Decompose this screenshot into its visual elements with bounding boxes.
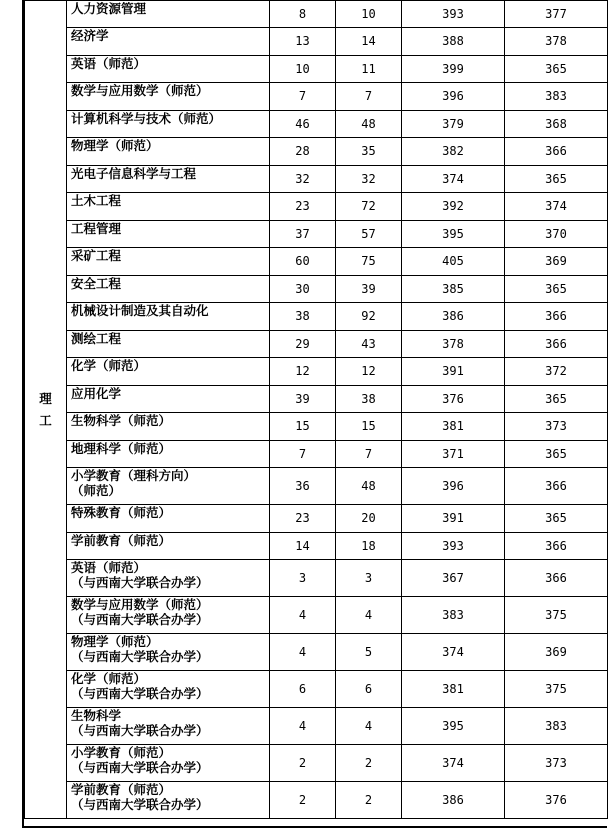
table-row — [25, 303, 608, 331]
value-cell-col-1: 6 — [270, 671, 336, 708]
value-cell-col-4: 377 — [505, 1, 608, 28]
major-name-cell — [67, 634, 270, 671]
value-cell-col-1: 37 — [270, 221, 336, 248]
value-cell-col-1: 3 — [270, 560, 336, 597]
major-name: 采矿工程 — [71, 248, 122, 263]
table-bottom-border — [24, 826, 607, 828]
admission-score-table-section — [24, 0, 607, 826]
table-row — [25, 138, 608, 166]
major-note: （与西南大学联合办学） — [71, 575, 209, 590]
value-cell-col-1: 7 — [270, 83, 336, 111]
value-cell-col-2: 39 — [336, 276, 402, 303]
value-cell-col-1: 30 — [270, 276, 336, 303]
major-name-cell — [67, 745, 270, 782]
value-cell-col-2: 14 — [336, 28, 402, 56]
major-name-cell — [67, 560, 270, 597]
table-row — [25, 634, 608, 671]
major-name-cell — [67, 1, 270, 28]
table-row — [25, 83, 608, 111]
major-name: 工程管理 — [71, 221, 122, 236]
value-cell-col-3: 405 — [402, 248, 505, 276]
table-row — [25, 505, 608, 533]
value-cell-col-4: 375 — [505, 671, 608, 708]
value-cell-col-2: 43 — [336, 331, 402, 358]
major-name-cell — [67, 331, 270, 358]
value-cell-col-4: 366 — [505, 468, 608, 505]
table-row — [25, 166, 608, 193]
table-row — [25, 597, 608, 634]
value-cell-col-1: 32 — [270, 166, 336, 193]
value-cell-col-4: 378 — [505, 28, 608, 56]
value-cell-col-4: 365 — [505, 276, 608, 303]
major-name: 学前教育（师范） — [71, 782, 172, 797]
value-cell-col-1: 12 — [270, 358, 336, 386]
major-name-cell — [67, 221, 270, 248]
table-row — [25, 560, 608, 597]
value-cell-col-1: 4 — [270, 708, 336, 745]
major-name-cell — [67, 413, 270, 441]
major-name: 学前教育（师范） — [71, 533, 172, 548]
major-note: （与西南大学联合办学） — [71, 797, 209, 812]
value-cell-col-1: 7 — [270, 441, 336, 468]
value-cell-col-3: 386 — [402, 303, 505, 331]
value-cell-col-2: 48 — [336, 468, 402, 505]
value-cell-col-4: 368 — [505, 111, 608, 138]
value-cell-col-1: 8 — [270, 1, 336, 28]
table-row — [25, 745, 608, 782]
value-cell-col-1: 46 — [270, 111, 336, 138]
value-cell-col-4: 365 — [505, 56, 608, 83]
major-name-cell — [67, 671, 270, 708]
major-name-cell — [67, 533, 270, 560]
value-cell-col-2: 75 — [336, 248, 402, 276]
major-note: （与西南大学联合办学） — [71, 612, 209, 627]
value-cell-col-3: 378 — [402, 331, 505, 358]
major-name-cell — [67, 441, 270, 468]
major-name: 应用化学 — [71, 386, 122, 401]
category-label: 理工 — [39, 390, 52, 428]
value-cell-col-2: 38 — [336, 386, 402, 413]
value-cell-col-3: 385 — [402, 276, 505, 303]
major-name-cell — [67, 597, 270, 634]
value-cell-col-1: 36 — [270, 468, 336, 505]
value-cell-col-4: 373 — [505, 745, 608, 782]
value-cell-col-4: 365 — [505, 441, 608, 468]
value-cell-col-3: 383 — [402, 597, 505, 634]
major-name-cell — [67, 56, 270, 83]
table-row — [25, 248, 608, 276]
table-row — [25, 276, 608, 303]
value-cell-col-3: 393 — [402, 533, 505, 560]
value-cell-col-3: 391 — [402, 358, 505, 386]
value-cell-col-4: 370 — [505, 221, 608, 248]
table-row — [25, 331, 608, 358]
value-cell-col-2: 35 — [336, 138, 402, 166]
major-name-cell — [67, 468, 270, 505]
major-name: 机械设计制造及其自动化 — [71, 303, 209, 318]
major-name: 计算机科学与技术（师范） — [71, 111, 222, 126]
major-name-cell — [67, 28, 270, 56]
value-cell-col-2: 48 — [336, 111, 402, 138]
major-name: 数学与应用数学（师范） — [71, 597, 209, 612]
table-row — [25, 28, 608, 56]
value-cell-col-2: 92 — [336, 303, 402, 331]
value-cell-col-1: 38 — [270, 303, 336, 331]
value-cell-col-4: 373 — [505, 413, 608, 441]
value-cell-col-3: 386 — [402, 782, 505, 819]
major-name: 化学（师范） — [71, 358, 147, 373]
major-note: （与西南大学联合办学） — [71, 649, 209, 664]
major-name-cell — [67, 166, 270, 193]
value-cell-col-3: 399 — [402, 56, 505, 83]
value-cell-col-4: 366 — [505, 560, 608, 597]
value-cell-col-3: 395 — [402, 708, 505, 745]
major-name: 生物科学 — [71, 708, 122, 723]
value-cell-col-1: 10 — [270, 56, 336, 83]
value-cell-col-1: 23 — [270, 193, 336, 221]
table-row — [25, 413, 608, 441]
major-note: （与西南大学联合办学） — [71, 686, 209, 701]
value-cell-col-3: 374 — [402, 634, 505, 671]
value-cell-col-3: 396 — [402, 83, 505, 111]
value-cell-col-3: 393 — [402, 1, 505, 28]
value-cell-col-3: 388 — [402, 28, 505, 56]
major-name: 土木工程 — [71, 193, 122, 208]
value-cell-col-2: 5 — [336, 634, 402, 671]
major-name: 生物科学（师范） — [71, 413, 172, 428]
value-cell-col-3: 374 — [402, 745, 505, 782]
major-name: 英语（师范） — [71, 56, 147, 71]
table-row — [25, 708, 608, 745]
value-cell-col-3: 367 — [402, 560, 505, 597]
table-row — [25, 468, 608, 505]
major-note: （与西南大学联合办学） — [71, 760, 209, 775]
major-name-cell — [67, 358, 270, 386]
value-cell-col-4: 366 — [505, 533, 608, 560]
major-name-cell — [67, 83, 270, 111]
admission-score-table — [24, 0, 608, 819]
major-name: 测绘工程 — [71, 331, 122, 346]
value-cell-col-1: 4 — [270, 597, 336, 634]
major-name: 英语（师范） — [71, 560, 147, 575]
value-cell-col-3: 391 — [402, 505, 505, 533]
major-name: 人力资源管理 — [71, 1, 147, 16]
major-name-cell — [67, 276, 270, 303]
value-cell-col-4: 366 — [505, 138, 608, 166]
major-note: （与西南大学联合办学） — [71, 723, 209, 738]
major-name-cell — [67, 138, 270, 166]
table-body — [25, 1, 608, 819]
major-name-cell — [67, 386, 270, 413]
value-cell-col-2: 12 — [336, 358, 402, 386]
table-row — [25, 111, 608, 138]
value-cell-col-2: 20 — [336, 505, 402, 533]
value-cell-col-3: 396 — [402, 468, 505, 505]
major-name-cell — [67, 303, 270, 331]
table-row — [25, 1, 608, 28]
value-cell-col-4: 365 — [505, 386, 608, 413]
value-cell-col-1: 28 — [270, 138, 336, 166]
value-cell-col-4: 366 — [505, 303, 608, 331]
value-cell-col-2: 11 — [336, 56, 402, 83]
value-cell-col-3: 382 — [402, 138, 505, 166]
value-cell-col-4: 369 — [505, 248, 608, 276]
value-cell-col-2: 6 — [336, 671, 402, 708]
table-row — [25, 671, 608, 708]
major-name-cell — [67, 708, 270, 745]
major-name: 特殊教育（师范） — [71, 505, 172, 520]
major-name: 小学教育（师范） — [71, 745, 172, 760]
value-cell-col-2: 2 — [336, 782, 402, 819]
value-cell-col-4: 372 — [505, 358, 608, 386]
value-cell-col-3: 395 — [402, 221, 505, 248]
value-cell-col-2: 2 — [336, 745, 402, 782]
value-cell-col-4: 365 — [505, 166, 608, 193]
table-row — [25, 56, 608, 83]
value-cell-col-2: 3 — [336, 560, 402, 597]
table-row — [25, 193, 608, 221]
value-cell-col-2: 4 — [336, 597, 402, 634]
value-cell-col-3: 381 — [402, 671, 505, 708]
value-cell-col-1: 13 — [270, 28, 336, 56]
value-cell-col-3: 371 — [402, 441, 505, 468]
value-cell-col-2: 15 — [336, 413, 402, 441]
major-name: 光电子信息科学与工程 — [71, 166, 197, 181]
value-cell-col-4: 374 — [505, 193, 608, 221]
value-cell-col-1: 23 — [270, 505, 336, 533]
value-cell-col-2: 7 — [336, 441, 402, 468]
table-row — [25, 441, 608, 468]
value-cell-col-1: 14 — [270, 533, 336, 560]
value-cell-col-3: 379 — [402, 111, 505, 138]
value-cell-col-1: 2 — [270, 745, 336, 782]
table-row — [25, 533, 608, 560]
value-cell-col-1: 39 — [270, 386, 336, 413]
major-name: 物理学（师范） — [71, 634, 159, 649]
value-cell-col-2: 18 — [336, 533, 402, 560]
value-cell-col-4: 383 — [505, 83, 608, 111]
major-name: 数学与应用数学（师范） — [71, 83, 209, 98]
major-name-cell — [67, 782, 270, 819]
value-cell-col-3: 381 — [402, 413, 505, 441]
major-note: （师范） — [71, 483, 122, 498]
major-name-cell — [67, 248, 270, 276]
table-row — [25, 386, 608, 413]
major-name: 安全工程 — [71, 276, 122, 291]
major-name: 化学（师范） — [71, 671, 147, 686]
major-name: 小学教育（理科方向） — [71, 468, 197, 483]
value-cell-col-2: 32 — [336, 166, 402, 193]
value-cell-col-3: 376 — [402, 386, 505, 413]
table-row — [25, 782, 608, 819]
value-cell-col-3: 392 — [402, 193, 505, 221]
value-cell-col-1: 4 — [270, 634, 336, 671]
value-cell-col-1: 29 — [270, 331, 336, 358]
major-name-cell — [67, 505, 270, 533]
value-cell-col-4: 369 — [505, 634, 608, 671]
value-cell-col-4: 383 — [505, 708, 608, 745]
value-cell-col-4: 376 — [505, 782, 608, 819]
value-cell-col-4: 365 — [505, 505, 608, 533]
major-name: 地理科学（师范） — [71, 441, 172, 456]
value-cell-col-2: 57 — [336, 221, 402, 248]
table-row — [25, 358, 608, 386]
value-cell-col-2: 7 — [336, 83, 402, 111]
value-cell-col-3: 374 — [402, 166, 505, 193]
value-cell-col-4: 366 — [505, 331, 608, 358]
value-cell-col-1: 60 — [270, 248, 336, 276]
major-name-cell — [67, 193, 270, 221]
value-cell-col-1: 2 — [270, 782, 336, 819]
table-row — [25, 221, 608, 248]
value-cell-col-2: 10 — [336, 1, 402, 28]
value-cell-col-2: 4 — [336, 708, 402, 745]
value-cell-col-2: 72 — [336, 193, 402, 221]
category-cell — [25, 1, 67, 819]
value-cell-col-4: 375 — [505, 597, 608, 634]
major-name-cell — [67, 111, 270, 138]
major-name: 物理学（师范） — [71, 138, 159, 153]
major-name: 经济学 — [71, 28, 109, 43]
value-cell-col-1: 15 — [270, 413, 336, 441]
